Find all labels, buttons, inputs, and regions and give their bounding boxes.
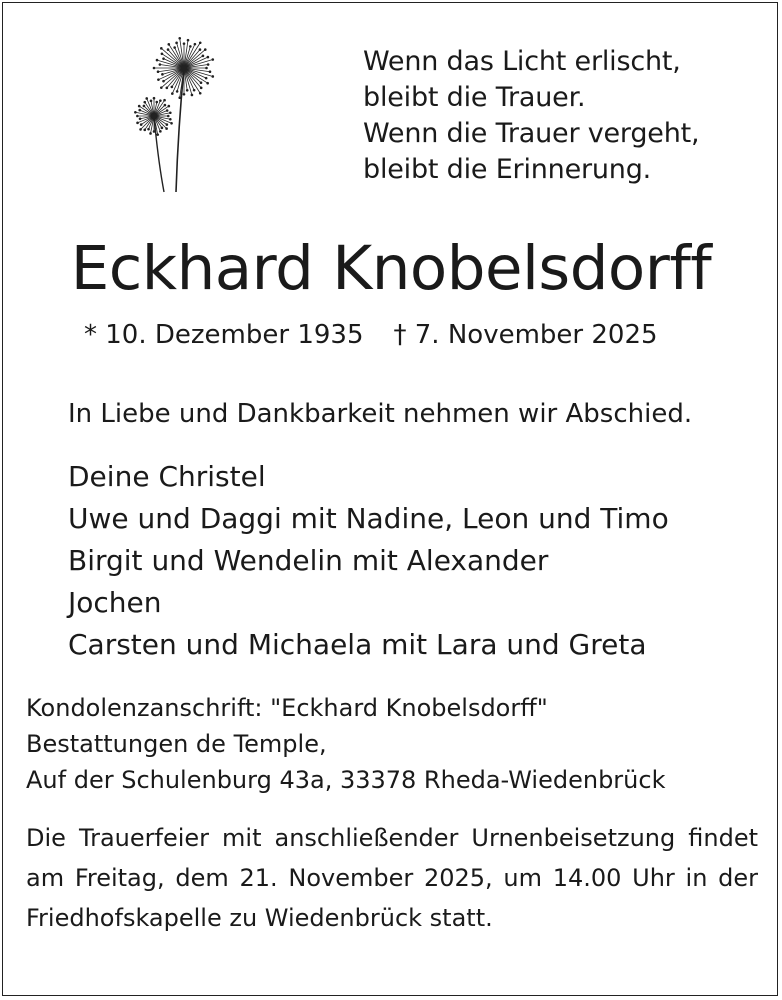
poem-line: bleibt die Trauer. [363, 82, 586, 113]
family-list [68, 456, 669, 666]
family-member: Uwe und Daggi mit Nadine, Leon und Timo [68, 502, 669, 535]
poem [363, 44, 763, 188]
farewell-text: In Liebe und Dankbarkeit nehmen wir Abschied. [68, 399, 693, 429]
life-dates [84, 317, 658, 353]
poem-line: Wenn die Trauer vergeht, [363, 118, 700, 149]
deceased-name: Eckhard Knobelsdorff [70, 233, 712, 304]
condolence-line: Kondolenzanschrift: "Eckhard Knobelsdorff" [26, 694, 548, 722]
condolence-line: Auf der Schulenburg 43a, 33378 Rheda-Wiedenbrück [26, 766, 666, 794]
family-member: Carsten und Michaela mit Lara und Greta [68, 628, 647, 661]
poem-line: bleibt die Erinnerung. [363, 154, 652, 185]
family-member: Jochen [68, 586, 162, 619]
condolence-address [26, 690, 665, 798]
ceremony-notice: Die Trauerfeier mit anschließender Urnenbeisetzung findet am Freitag, dem 21. November 2025, um 14.00 Uhr in der Friedhofskapelle zu Wiedenbrück statt. [26, 824, 758, 932]
family-member: Deine Christel [68, 460, 266, 493]
death-date: † 7. November 2025 [393, 320, 658, 350]
condolence-line: Bestattungen de Temple, [26, 730, 327, 758]
family-member: Birgit und Wendelin mit Alexander [68, 544, 549, 577]
birth-date: * 10. Dezember 1935 [84, 320, 364, 350]
dandelion-icon [124, 30, 224, 200]
poem-line: Wenn das Licht erlischt, [363, 46, 681, 77]
